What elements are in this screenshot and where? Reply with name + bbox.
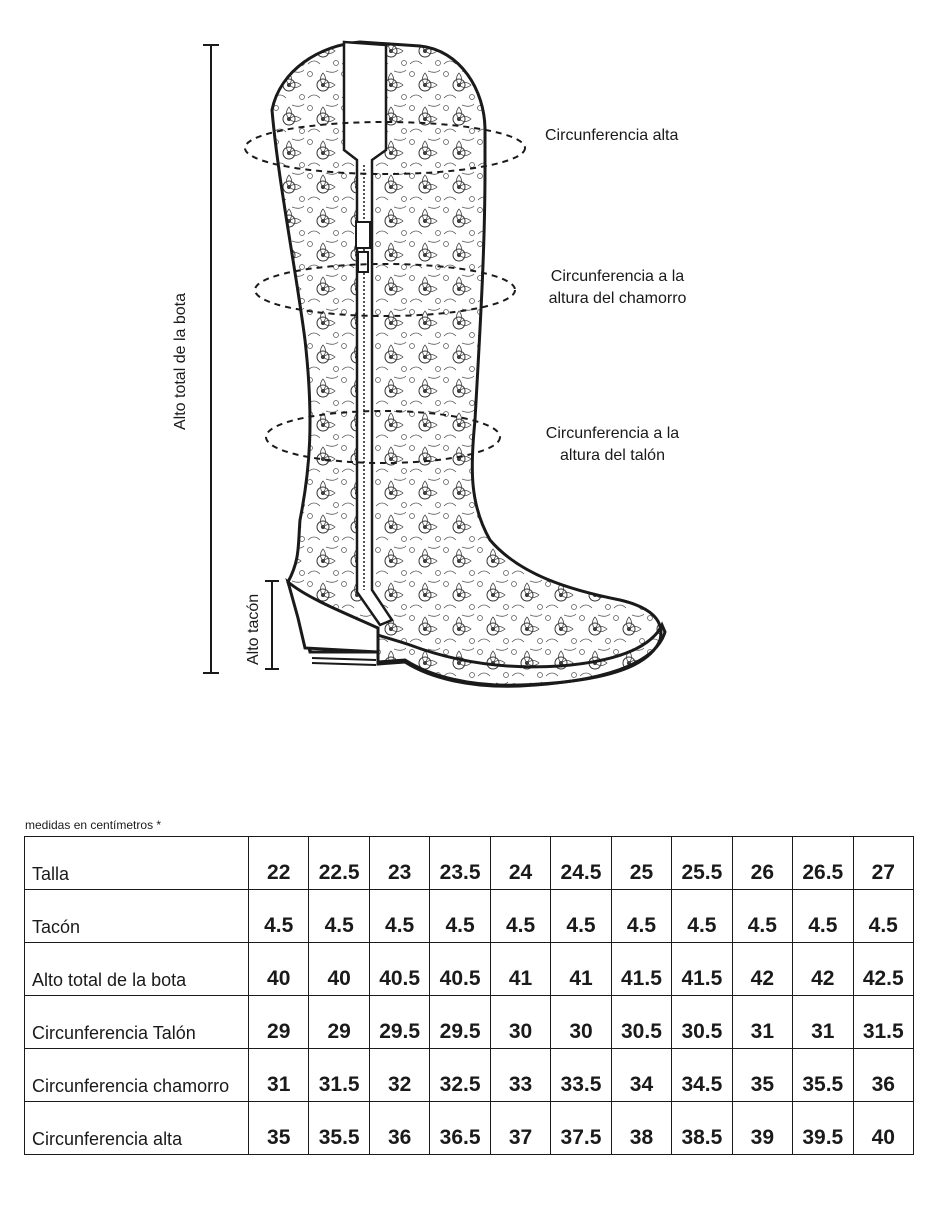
- table-cell: 42: [732, 943, 792, 996]
- label-heel-height: Alto tacón: [245, 593, 262, 665]
- table-cell: 4.5: [551, 890, 611, 943]
- table-cell: 31.5: [309, 1049, 369, 1102]
- table-cell: 30.5: [672, 996, 732, 1049]
- table-cell: 25.5: [672, 837, 732, 890]
- table-cell: 40.5: [430, 943, 490, 996]
- table-cell: 4.5: [793, 890, 853, 943]
- table-cell: 42: [793, 943, 853, 996]
- table-cell: 22.5: [309, 837, 369, 890]
- label-total-height: Alto total de la bota: [172, 293, 189, 430]
- table-cell: 40: [853, 1102, 913, 1155]
- table-cell: 31.5: [853, 996, 913, 1049]
- row-label: Circunferencia alta: [25, 1102, 249, 1155]
- label-calf-circumference: Circunferencia a la altura del chamorro: [548, 268, 687, 307]
- table-cell: 35.5: [793, 1049, 853, 1102]
- table-row: [25, 996, 914, 1049]
- table-cell: 32.5: [430, 1049, 490, 1102]
- table-cell: 36: [853, 1049, 913, 1102]
- table-cell: 31: [793, 996, 853, 1049]
- table-cell: 29.5: [430, 996, 490, 1049]
- table-cell: 35: [732, 1049, 792, 1102]
- table-cell: 30.5: [611, 996, 671, 1049]
- table-cell: 23: [369, 837, 429, 890]
- table-cell: 4.5: [611, 890, 671, 943]
- table-cell: 4.5: [249, 890, 309, 943]
- table-cell: 35: [249, 1102, 309, 1155]
- table-cell: 40: [249, 943, 309, 996]
- size-table-body: [25, 837, 914, 1155]
- table-cell: 4.5: [853, 890, 913, 943]
- table-cell: 34: [611, 1049, 671, 1102]
- table-cell: 37.5: [551, 1102, 611, 1155]
- table-row: [25, 1102, 914, 1155]
- table-cell: 39: [732, 1102, 792, 1155]
- table-cell: 40: [309, 943, 369, 996]
- table-cell: 42.5: [853, 943, 913, 996]
- table-cell: 40.5: [369, 943, 429, 996]
- table-cell: 26: [732, 837, 792, 890]
- row-label: Circunferencia Talón: [25, 996, 249, 1049]
- table-cell: 4.5: [672, 890, 732, 943]
- size-table: [24, 836, 914, 1155]
- label-heel-circumference: Circunferencia a la altura del talón: [545, 425, 680, 464]
- table-cell: 30: [490, 996, 550, 1049]
- table-cell: 4.5: [430, 890, 490, 943]
- table-cell: 32: [369, 1049, 429, 1102]
- table-cell: 29: [249, 996, 309, 1049]
- table-cell: 41.5: [672, 943, 732, 996]
- table-cell: 35.5: [309, 1102, 369, 1155]
- table-cell: 4.5: [369, 890, 429, 943]
- table-cell: 38: [611, 1102, 671, 1155]
- row-label: Talla: [25, 837, 249, 890]
- table-cell: 4.5: [490, 890, 550, 943]
- table-cell: 33.5: [551, 1049, 611, 1102]
- table-cell: 30: [551, 996, 611, 1049]
- table-row: [25, 890, 914, 943]
- table-cell: 4.5: [309, 890, 369, 943]
- table-cell: 31: [732, 996, 792, 1049]
- table-cell: 23.5: [430, 837, 490, 890]
- heel-height-bar: [265, 581, 279, 669]
- table-cell: 33: [490, 1049, 550, 1102]
- table-cell: 29: [309, 996, 369, 1049]
- table-cell: 36.5: [430, 1102, 490, 1155]
- table-cell: 38.5: [672, 1102, 732, 1155]
- row-label: Tacón: [25, 890, 249, 943]
- table-cell: 41.5: [611, 943, 671, 996]
- total-height-bar: [203, 45, 219, 673]
- table-cell: 22: [249, 837, 309, 890]
- table-cell: 4.5: [732, 890, 792, 943]
- table-cell: 24: [490, 837, 550, 890]
- table-cell: 29.5: [369, 996, 429, 1049]
- table-row: [25, 943, 914, 996]
- table-cell: 39.5: [793, 1102, 853, 1155]
- table-cell: 41: [551, 943, 611, 996]
- row-label: Circunferencia chamorro: [25, 1049, 249, 1102]
- table-cell: 41: [490, 943, 550, 996]
- table-cell: 24.5: [551, 837, 611, 890]
- table-cell: 34.5: [672, 1049, 732, 1102]
- table-row: [25, 837, 914, 890]
- units-note: medidas en centímetros *: [25, 818, 162, 832]
- table-cell: 26.5: [793, 837, 853, 890]
- table-cell: 27: [853, 837, 913, 890]
- table-cell: 37: [490, 1102, 550, 1155]
- table-cell: 36: [369, 1102, 429, 1155]
- row-label: Alto total de la bota: [25, 943, 249, 996]
- table-cell: 31: [249, 1049, 309, 1102]
- label-high-circumference: Circunferencia alta: [545, 127, 679, 144]
- table-cell: 25: [611, 837, 671, 890]
- table-row: [25, 1049, 914, 1102]
